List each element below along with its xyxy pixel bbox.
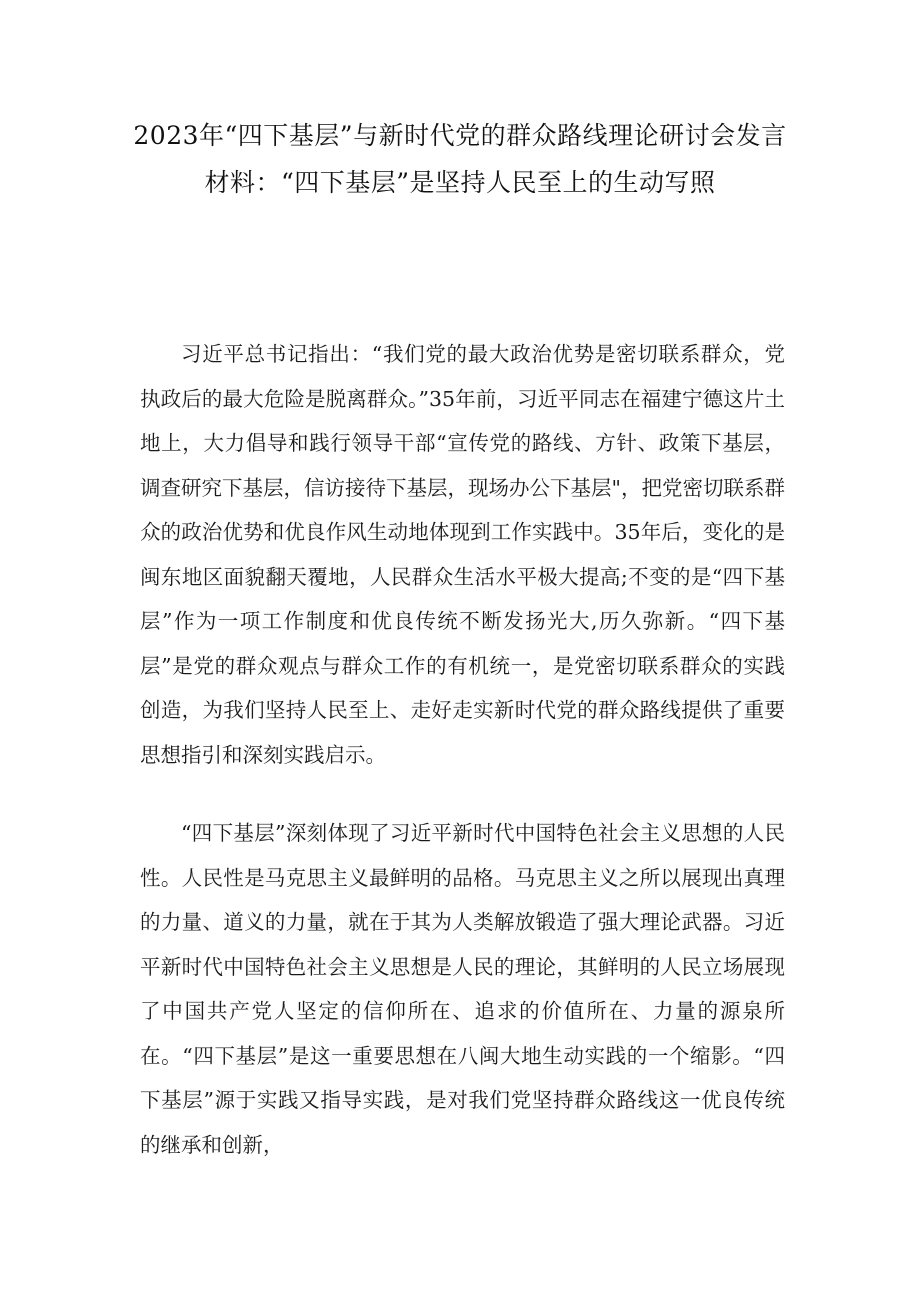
body-paragraph: “四下基层”深刻体现了习近平新时代中国特色社会主义思想的人民性。人民性是马克思主义最鲜明的品格。马克思主义之所以展现出真理的力量、道义的力量，就在于其为人类解放锻造了强大理论武器。习近平新时代中国特色社会主义思想是人民的理论，其鲜明的人民立场展现了中国共产党人坚定的信仰所在、追求的价值所在、力量的源泉所在。“四下基层”是这一重要思想在八闽大地生动实践的一个缩影。“四下基层”源于实践又指导实践，是对我们党坚持群众路线这一优良传统的继承和创新， xyxy=(140,821,785,1157)
document-title: 2023年“四下基层”与新时代党的群众路线理论研讨会发言材料：“四下基层”是坚持人民至上的生动写照 xyxy=(133,121,787,197)
body-paragraph: 习近平总书记指出：“我们党的最大政治优势是密切联系群众，党执政后的最大危险是脱离群众。”35年前，习近平同志在福建宁德这片土地上，大力倡导和践行领导干部“宣传党的路线、方针、政策下基层，调查研究下基层，信访接待下基层，现场办公下基层"，把党密切联系群众的政治优势和优良作风生动地体现到工作实践中。35年后，变化的是闽东地区面貌翻天覆地，人民群众生活水平极大提高;不变的是“四下基层”作为一项工作制度和优良传统不断发扬光大,历久弥新。“四下基层”是党的群众观点与群众工作的有机统一，是党密切联系群众的实践创造，为我们坚持人民至上、走好走实新时代党的群众路线提供了重要思想指引和深刻实践启示。 xyxy=(140,342,785,767)
